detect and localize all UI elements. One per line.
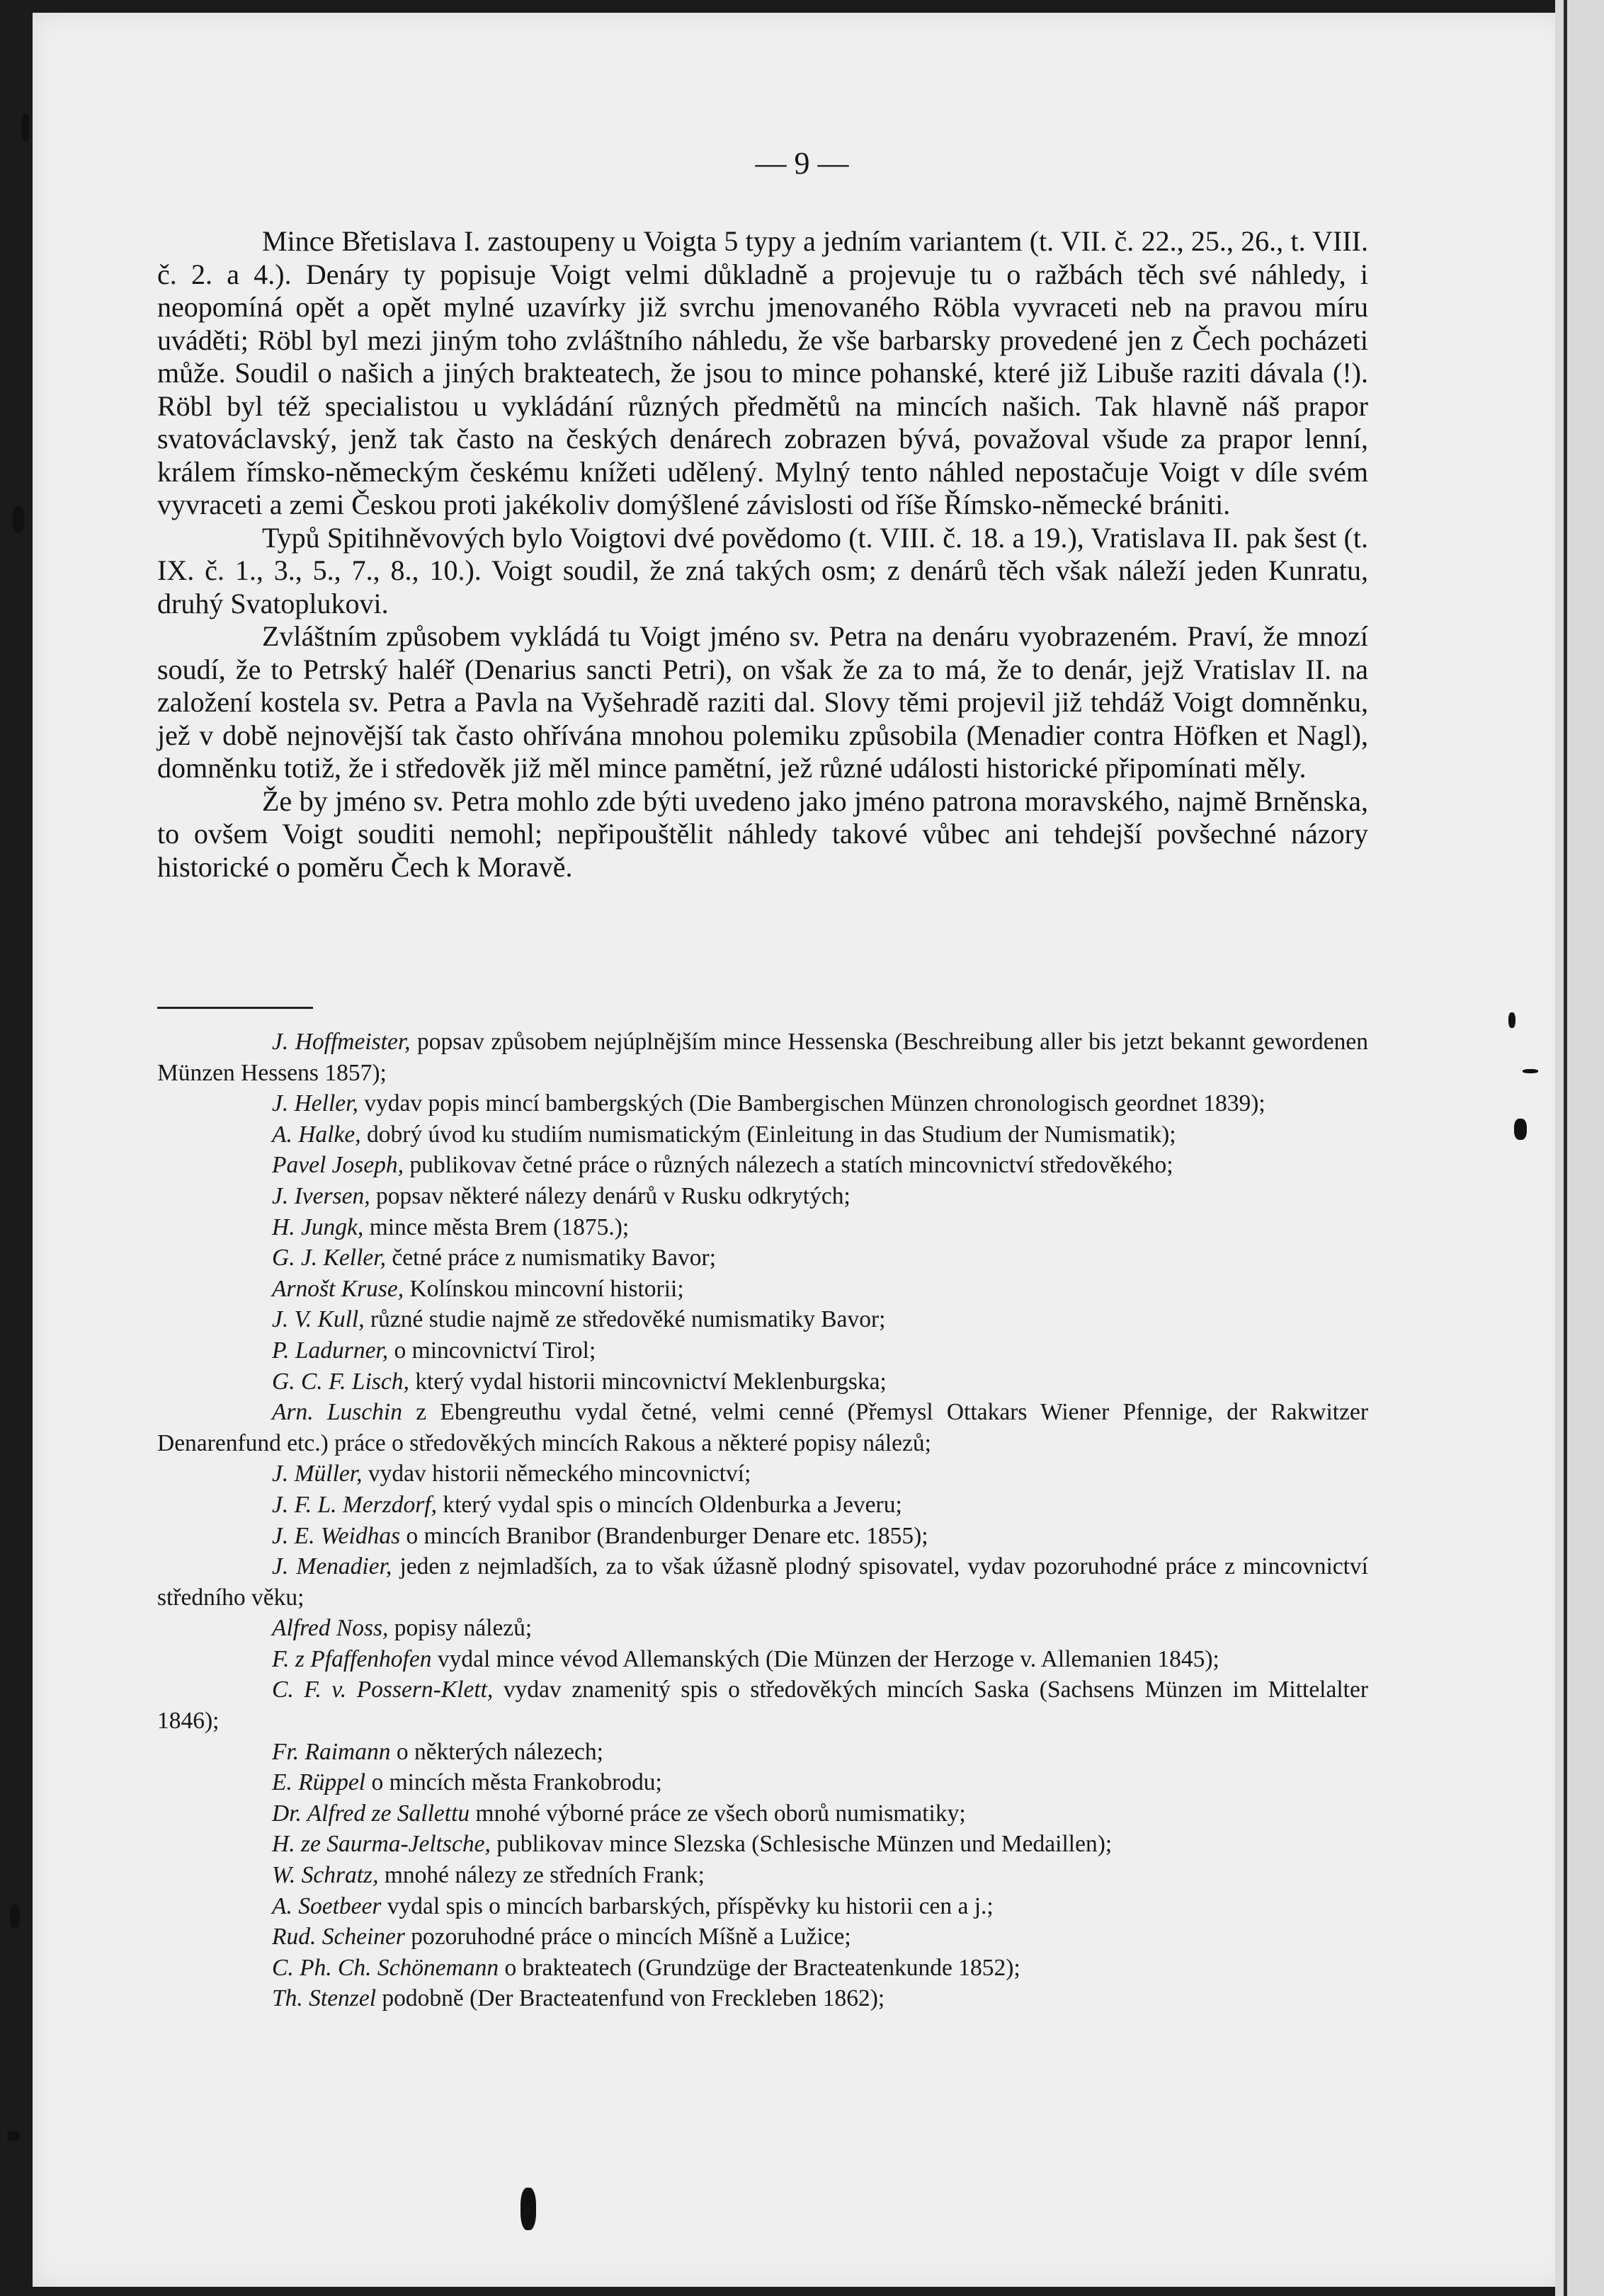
footnote-entry <box>157 1891 1368 1922</box>
scan-speck <box>1514 1119 1527 1140</box>
author-name: Fr. Raimann <box>272 1738 391 1765</box>
author-name: W. Schratz, <box>272 1862 379 1889</box>
footnote-entry <box>157 1921 1368 1953</box>
author-name: J. E. Weidhas <box>272 1522 401 1549</box>
footnote-entry <box>157 1119 1368 1150</box>
footnote-text: popsav některé nálezy denárů v Rusku odkrytých; <box>370 1182 851 1209</box>
footnote-entry <box>157 1551 1368 1613</box>
scan-speck <box>7 2131 20 2141</box>
footnote-entry <box>157 1490 1368 1521</box>
scan-speck <box>1508 1012 1515 1028</box>
footnote-entry <box>157 1458 1368 1490</box>
scan-left-margin <box>0 0 37 2296</box>
author-name: Arn. Luschin <box>272 1399 402 1426</box>
author-name: Pavel Joseph, <box>272 1152 404 1179</box>
footnote-separator <box>157 1007 313 1009</box>
footnote-text: popisy nálezů; <box>388 1615 533 1642</box>
footnote-text: podobně (Der Bracteatenfund von Freckleben 1862); <box>376 1985 885 2012</box>
footnote-text: vydav znamenitý spis o středověkých mincích Saska (Sachsens Münzen im Mittelalter 1846); <box>157 1677 1369 1735</box>
scan-right-margin <box>1555 0 1604 2296</box>
author-name: Th. Stenzel <box>272 1985 377 2012</box>
footnote-entry <box>157 1983 1368 2014</box>
footnote-text: vydal mince vévod Allemanských (Die Münzen der Herzoge v. Allemanien 1845); <box>431 1645 1219 1672</box>
footnote-entry <box>157 1212 1368 1243</box>
footnote-text: různé studie najmě ze středověké numismatiky Bavor; <box>364 1306 886 1333</box>
author-name: H. ze Saurma-Jeltsche, <box>272 1831 491 1858</box>
footnote-text: o některých nálezech; <box>390 1738 603 1765</box>
author-name: J. Iversen, <box>272 1182 370 1209</box>
author-name: G. C. F. Lisch, <box>272 1368 409 1395</box>
footnote-entry <box>157 1521 1368 1552</box>
footnote-entry <box>157 1953 1368 1984</box>
author-name: P. Ladurner, <box>272 1337 389 1364</box>
footnote-text: publikovav četné práce o různých nálezech a statích mincovnictví středověkého; <box>404 1152 1173 1179</box>
footnote-text: z Ebengreuthu vydal četné, velmi cenné (Přemysl Ottakars Wiener Pfennige, der Rakwitzer Denarenfund etc.) práce o středověkých mincích Rakous a některé popisy nálezů; <box>157 1399 1368 1456</box>
author-name: Arnošt Kruse, <box>272 1275 404 1302</box>
page-number: — 9 — <box>755 146 849 181</box>
footnote-entry <box>157 1798 1368 1829</box>
footnote-entry <box>157 1027 1368 1088</box>
footnote-text: o mincovnictví Tirol; <box>388 1337 596 1364</box>
footnote-entry <box>157 1181 1368 1212</box>
footnote-text: vydav popis mincí bambergských (Die Bambergischen Münzen chronologisch geordnet 1839); <box>358 1090 1265 1117</box>
author-name: J. F. L. Merzdorf, <box>272 1491 437 1518</box>
footnote-text: dobrý úvod ku studiím numismatickým (Einleitung in das Studium der Numismatik); <box>360 1121 1176 1148</box>
footnote-entry <box>157 1335 1368 1366</box>
scan-speck <box>1523 1069 1538 1073</box>
footnote-text: popsav způsobem nejúplnějším mince Hessenska (Beschreibung aller bis jetzt bekannt gewordenen Münzen Hessens 1857); <box>157 1029 1368 1086</box>
footnote-text: o mincích města Frankobrodu; <box>365 1769 662 1796</box>
footnote-text: o mincích Branibor (Brandenburger Denare etc. 1855); <box>400 1522 928 1549</box>
footnote-text: mnohé výborné práce ze všech oborů numismatiky; <box>470 1800 966 1827</box>
author-name: A. Soetbeer <box>272 1892 382 1919</box>
scan-speck <box>521 2188 536 2230</box>
author-name: Rud. Scheiner <box>272 1924 405 1951</box>
footnote-entry <box>157 1674 1368 1736</box>
main-text <box>157 225 1368 884</box>
footnote-entry <box>157 1613 1368 1644</box>
footnote-text: pozoruhodné práce o mincích Míšně a Lužice; <box>404 1924 851 1951</box>
author-name: F. z Pfaffenhofen <box>272 1645 432 1672</box>
footnote-entry <box>157 1860 1368 1891</box>
author-name: Dr. Alfred ze Sallettu <box>272 1800 470 1827</box>
footnote-text: vydav historii německého mincovnictví; <box>362 1461 751 1487</box>
author-name: J. Hoffmeister, <box>272 1029 411 1055</box>
footnote-entry <box>157 1644 1368 1675</box>
author-name: G. J. Keller, <box>272 1245 386 1272</box>
author-name: J. Müller, <box>272 1461 363 1487</box>
footnote-text: mince města Brem (1875.); <box>363 1213 630 1240</box>
author-name: J. Heller, <box>272 1090 358 1117</box>
author-name: Alfred Noss, <box>272 1615 389 1642</box>
author-name: C. F. v. Possern-Klett, <box>272 1677 494 1703</box>
scan-edge-line <box>1564 0 1567 2296</box>
paragraph: Zvláštním způsobem vykládá tu Voigt jméno sv. Petra na denáru vyobrazeném. Praví, že mnozí soudí, že to Petrský haléř (Denarius sancti Petri), on však že za to má, že to denár, jejž Vratislav II. na založení kostela sv. Petra a Pavla na Vyšehradě raziti dal. Slovy těmi projevil již tehdáž Voigt domněnku, jež v době nejnovější tak často ohřívána mnohou polemiku způsobila (Menadier contra Höfken et Nagl), domněnku totiž, že i středověk již měl mince pamětní, jež různé události historické připomínati měly. <box>157 620 1368 784</box>
footnote-text: mnohé nálezy ze středních Frank; <box>378 1862 705 1889</box>
footnote-entry <box>157 1274 1368 1305</box>
footnote-entry <box>157 1737 1368 1768</box>
footnote-list <box>157 1027 1368 2014</box>
footnote-entry <box>157 1767 1368 1798</box>
footnote-text: Kolínskou mincovní historii; <box>404 1275 684 1302</box>
paragraph: Že by jméno sv. Petra mohlo zde býti uvedeno jako jméno patrona moravského, najmě Brněnska, to ovšem Voigt souditi nemohl; nepřipouštělit náhledy takové vůbec ani tehdejší povšechné názory historické o poměru Čech k Moravě. <box>157 784 1368 883</box>
scan-speck <box>21 113 30 142</box>
footnote-entry <box>157 1150 1368 1181</box>
footnote-entry <box>157 1304 1368 1335</box>
footnote-entry <box>157 1243 1368 1274</box>
paragraph: Typů Spitihněvových bylo Voigtovi dvé povědomo (t. VIII. č. 18. a 19.), Vratislava II. pak šest (t. IX. č. 1., 3., 5., 7., 8., 10.). Voigt soudil, že zná takých osm; z denárů těch však náleží jeden Kunratu, druhý Svatoplukovi. <box>157 521 1368 619</box>
scan-speck <box>13 506 24 533</box>
footnote-entry <box>157 1397 1368 1458</box>
footnote-text: o brakteatech (Grundzüge der Bracteatenkunde 1852); <box>499 1954 1020 1981</box>
author-name: J. Menadier, <box>272 1553 392 1580</box>
footnote-entry <box>157 1088 1368 1119</box>
footnote-text: četné práce z numismatiky Bavor; <box>385 1245 717 1272</box>
footnote-entry <box>157 1366 1368 1398</box>
paragraph: Mince Břetislava I. zastoupeny u Voigta 5 typy a jedním variantem (t. VII. č. 22., 25., 26., t. VIII. č. 2. a 4.). Denáry ty popisuje Voigt velmi důkladně a projevuje tu o ražbách těch své náhledy, i neopomíná opět a opět mylné uzavírky již svrchu jmenovaného Röbla vyvraceti neb na pravou míru uváděti; Röbl byl mezi jiným toho zvláštního náhledu, že vše barbarsky provedené jen z Čech pocházeti může. Soudil o našich a jiných brakteatech, že jsou to mince pohanské, které již Libuše raziti dávala (!). Röbl byl též specialistou u vykládání různých předmětů na mincích našich. Tak hlavně náš prapor svatováclavský, jenž tak často na českých denárech zobrazen bývá, považoval všude za prapor lenní, králem římsko-německým českému knížeti udělený. Mylný tento náhled nepostačuje Voigt v díle svém vyvraceti a zemi Českou proti jakékoliv domýšlené závislosti od říše Římsko-německé brániti. <box>157 225 1368 520</box>
footnote-text: který vydal historii mincovnictví Meklenburgska; <box>409 1368 887 1395</box>
footnote-text: publikovav mince Slezska (Schlesische Münzen und Medaillen); <box>490 1831 1113 1858</box>
footnote-text: který vydal spis o mincích Oldenburka a Jeveru; <box>436 1491 902 1518</box>
author-name: A. Halke, <box>272 1121 361 1148</box>
footnote-entry <box>157 1829 1368 1860</box>
author-name: E. Rüppel <box>272 1769 366 1796</box>
scan-speck <box>10 1904 20 1929</box>
author-name: J. V. Kull, <box>272 1306 365 1333</box>
author-name: H. Jungk, <box>272 1213 364 1240</box>
footnote-text: vydal spis o mincích barbarských, příspěvky ku historii cen a j.; <box>381 1892 994 1919</box>
footnote-text: jeden z nejmladších, za to však úžasně plodný spisovatel, vydav pozoruhodné práce z mincovnictví středního věku; <box>157 1553 1368 1611</box>
author-name: C. Ph. Ch. Schönemann <box>272 1954 499 1981</box>
